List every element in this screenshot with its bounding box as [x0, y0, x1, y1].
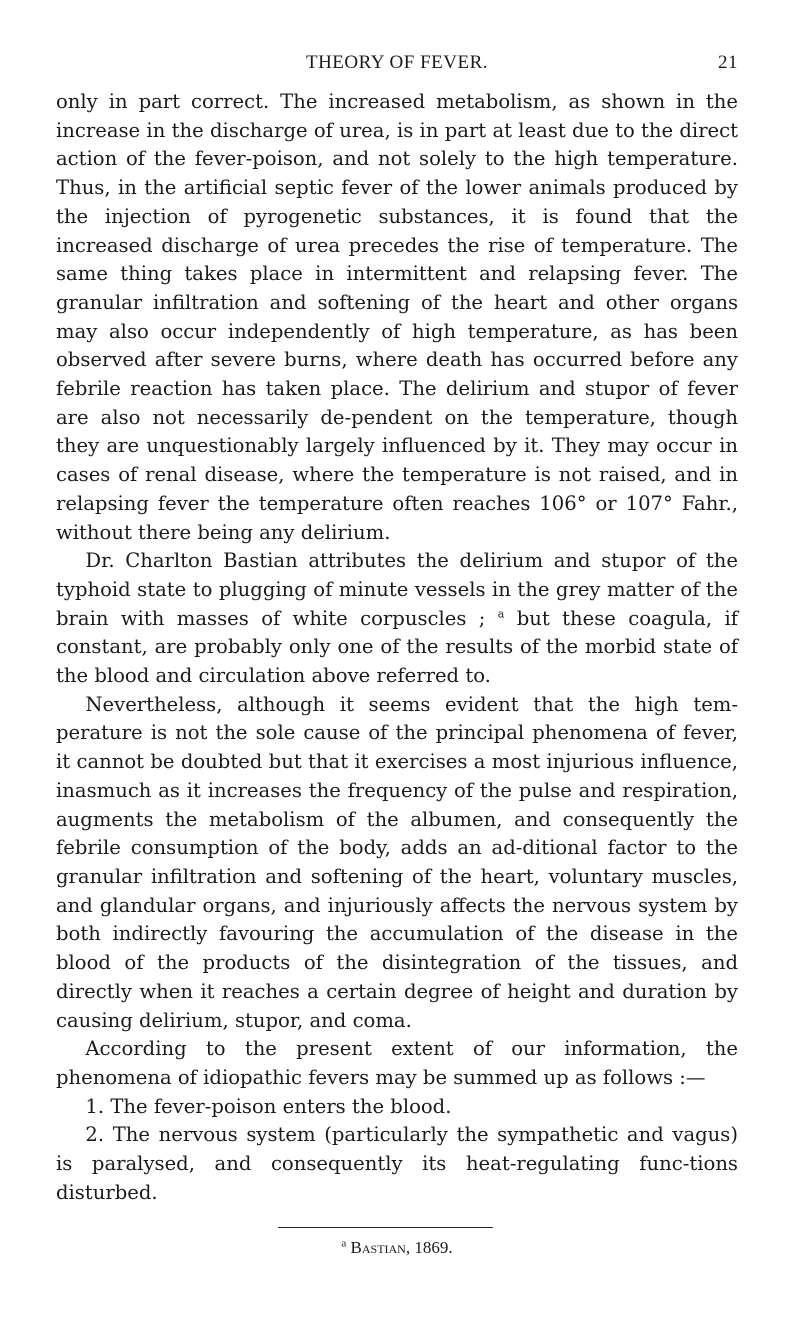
- paragraph: According to the present extent of our information, the phenomena of idiopathic fevers may be summed up as follows :—: [56, 1037, 738, 1089]
- paragraph: [56, 547, 738, 691]
- footnote: [56, 1238, 738, 1258]
- running-title: THEORY OF FEVER.: [305, 52, 488, 73]
- running-header: [56, 52, 738, 82]
- paragraph-text: Dr. Charlton Bastian attributes the delirium and stupor of the typhoid state to plugging of minute vessels in the grey matter of the brain with masses of white corpuscles ;: [56, 549, 738, 630]
- footnote-author: Bastian: [350, 1238, 406, 1258]
- footnote-year: , 1869.: [405, 1238, 453, 1258]
- paragraph: only in part correct. The increased metabolism, as shown in the increase in the discharge of urea, is in part at least due to the direct action of the fever-poison, and not solely to the high temperature. Thus, in the artificial septic fever of the lower animals produced by the injection of pyrogenetic substances, it is found that the increased discharge of urea precedes the rise of temperature. The same thing takes place in intermittent and relapsing fever. The granular infiltration and softening of the heart and other organs may also occur independently of high temperature, as has been observed after severe burns, where death has occurred before any febrile reaction has taken place. The delirium and stupor of fever are also not necessarily de-pendent on the temperature, though they are unquestionably largely influenced by it. They may occur in cases of renal disease, where the temperature is not raised, and in relapsing fever the temperature often reaches 106° or 107° Fahr., without there being any delirium.: [56, 90, 738, 544]
- paragraph-text: but these coagula, if constant, are probably only one of the results of the morbid state of the blood and circulation above referred to.: [56, 606, 738, 688]
- list-item: 2. The nervous system (particularly the sympathetic and vagus) is paralysed, and consequently its heat-regulating func-tions disturbed.: [56, 1123, 738, 1204]
- footnote-divider: [278, 1227, 493, 1228]
- paragraph: Nevertheless, although it seems evident that the high tem-perature is not the sole cause of the principal phenomena of fever, it cannot be doubted but that it exercises a most injurious influence, inasmuch as it increases the frequency of the pulse and respiration, augments the metabolism of the albumen, and consequently the febrile consumption of the body, adds an ad-ditional factor to the granular infiltration and softening of the heart, voluntary muscles, and glandular organs, and injuriously affects the nervous system by both indirectly favouring the accumulation of the disease in the blood of the products of the disintegration of the tissues, and directly when it reaches a certain degree of height and duration by causing delirium, stupor, and coma.: [56, 692, 738, 1032]
- footnote-reference: a: [497, 607, 505, 621]
- list-item: 1. The fever-poison enters the blood.: [85, 1094, 452, 1118]
- book-page: [56, 52, 738, 1258]
- page-number: 21: [718, 52, 738, 73]
- body-text: [56, 88, 738, 1207]
- footnote-marker: a: [341, 1237, 347, 1250]
